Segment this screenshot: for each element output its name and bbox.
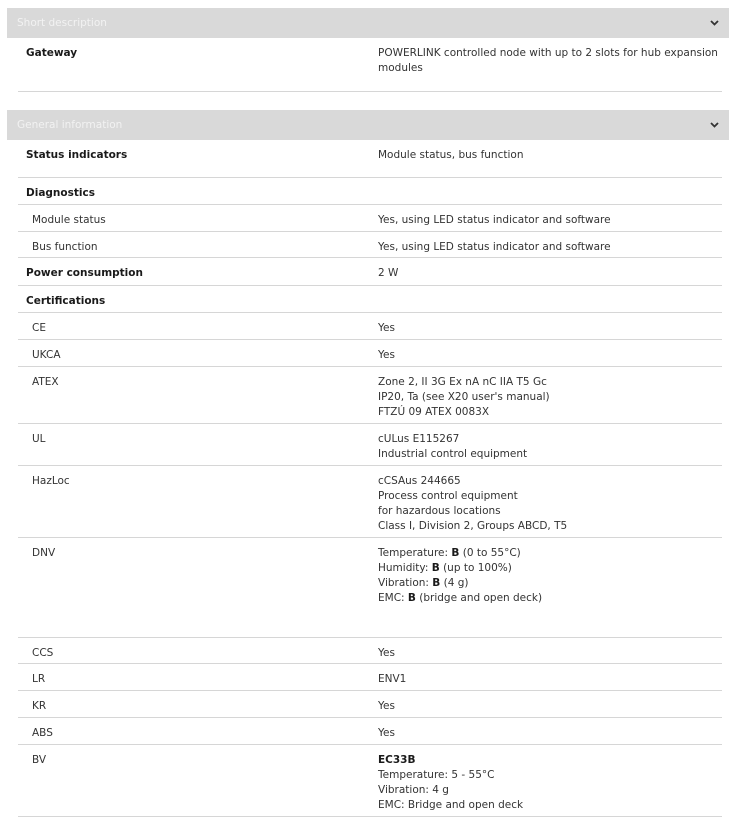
row-value [378,699,718,714]
table-row [18,424,722,466]
table-row [18,340,722,367]
value-line [378,591,718,606]
table-row [18,178,722,205]
value-text: Vibration: [378,577,433,589]
value-text: (0 to 55°C) [459,547,521,559]
row-label-diagnostics: Diagnostics [26,187,95,199]
value-line: IP20, Ta (see X20 user's manual) [378,391,550,403]
value-text: Temperature: [378,547,452,559]
value-line: Class I, Division 2, Groups ABCD, T5 [378,520,568,532]
value-line: Zone 2, II 3G Ex nA nC IIA T5 Gc [378,376,547,388]
value-line: cULus E115267 [378,433,460,445]
table-row [18,638,722,664]
value-line [378,753,718,768]
row-label-certifications: Certifications [26,295,106,307]
value-line: cCSAus 244665 [378,475,461,487]
row-value [378,646,718,661]
value-line: for hazardous locations [378,505,501,517]
row-label-gateway: Gateway [26,47,78,59]
row-value [378,148,718,163]
value-text: Humidity: [378,562,432,574]
table-row [18,313,722,340]
table-row [18,367,722,424]
value-bold: B [407,592,416,604]
section-header-short-description[interactable] [7,8,729,38]
row-label-lr: LR [32,673,46,685]
row-label-status-indicators: Status indicators [26,149,128,161]
row-label-ukca: UKCA [32,349,61,361]
value-line [378,561,718,576]
spec-table [18,140,722,817]
table-row [18,538,722,638]
value-text: (up to 100%) [439,562,512,574]
row-label-module-status: Module status [32,214,106,226]
chevron-down-icon[interactable] [708,119,720,131]
section-header-general-information[interactable] [7,110,729,140]
value-line: Industrial control equipment [378,448,528,460]
value-text: (4 g) [440,577,469,589]
value-line: Yes, using LED status indicator and software [378,241,611,253]
value-line [378,546,718,561]
value-line: 2 W [378,267,399,279]
value-line: ENV1 [378,673,407,685]
value-bold: EC33B [378,754,416,766]
row-label-bv: BV [32,754,47,766]
row-label-bus-function: Bus function [32,241,98,253]
value-line: Module status, bus function [378,149,524,161]
row-label-abs: ABS [32,727,53,739]
value-text: (bridge and open deck) [415,592,543,604]
value-line [378,576,718,591]
value-bold: B [451,547,460,559]
table-row [18,718,722,745]
row-label-power-consumption: Power consumption [26,267,143,279]
value-line: Temperature: 5 - 55°C [378,769,495,781]
row-value [378,375,718,420]
row-value [378,726,718,741]
table-row [18,664,722,691]
value-line: EMC: Bridge and open deck [378,799,524,811]
row-value [378,321,718,336]
row-label-ce: CE [32,322,46,334]
row-value [378,672,718,687]
value-line: Yes [378,322,395,334]
row-value [378,266,718,281]
value-line: Yes, using LED status indicator and software [378,214,611,226]
value-line: Process control equipment [378,490,518,502]
table-row [18,745,722,817]
table-row [18,691,722,718]
chevron-down-icon[interactable] [708,17,720,29]
table-row [18,205,722,232]
section-title: General information [17,119,123,131]
row-value [378,474,718,534]
table-row [18,140,722,178]
row-label-ccs: CCS [32,647,54,659]
row-label-ul: UL [32,433,46,445]
section-title: Short description [17,17,107,29]
value-bold: B [432,577,441,589]
table-row [18,232,722,258]
value-line: Vibration: 4 g [378,784,449,796]
row-value [378,348,718,363]
value-line: Yes [378,700,395,712]
table-row [18,258,722,286]
row-value [378,46,718,76]
value-line: FTZÚ 09 ATEX 0083X [378,406,490,418]
row-value [378,213,718,228]
row-value [378,753,718,813]
value-line: Yes [378,349,395,361]
row-value [378,240,718,255]
value-line: Yes [378,647,395,659]
spec-table [18,38,722,92]
value-line: POWERLINK controlled node with up to 2 slots for hub expansion modules [378,47,718,74]
row-value [378,432,718,462]
table-row [18,38,722,92]
table-row [18,286,722,313]
row-label-kr: KR [32,700,47,712]
value-text: EMC: [378,592,408,604]
row-label-atex: ATEX [32,376,59,388]
value-line: Yes [378,727,395,739]
row-label-hazloc: HazLoc [32,475,70,487]
value-bold: B [431,562,440,574]
row-label-dnv: DNV [32,547,56,559]
row-value [378,546,718,606]
table-row [18,466,722,538]
